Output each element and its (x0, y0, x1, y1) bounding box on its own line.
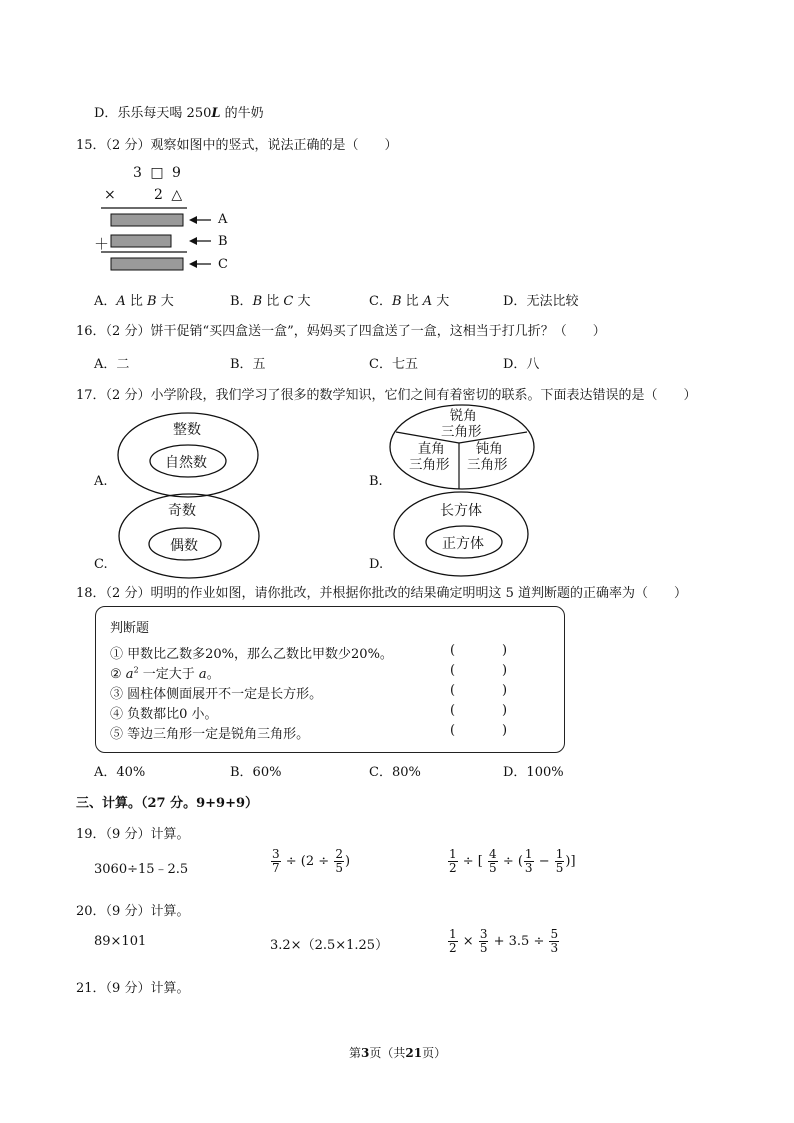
q20-stem: 20．（9 分）计算。 (76, 904, 190, 919)
q15-times-sign: × (104, 187, 116, 203)
q15-row1: 3 □ 9 (133, 165, 183, 181)
q18-answer-close-2: ) (502, 663, 508, 678)
q18-answer-open-1: ( (450, 643, 456, 658)
q17-a-outer-label: 整数 (173, 422, 201, 438)
q18-stem: 18．（2 分）明明的作业如图，请你批改，并根据你批改的结果确定明明这 5 道判断题的正确率为（ ） (76, 586, 687, 601)
q18-answer-open-5: ( (450, 723, 456, 738)
q15-row2: 2 △ (154, 187, 185, 203)
q15-plus-sign: ＋ (94, 235, 110, 253)
q15-label-a: A (218, 212, 228, 227)
q18-item-1: ① 甲数比乙数多20%，那么乙数比甲数少20%。 (110, 647, 393, 662)
q18-box-title: 判断题 (110, 621, 150, 636)
q18-option-b: B．60% (230, 765, 282, 780)
q18-answer-close-3: ) (502, 683, 508, 698)
q16-option-d: D．八 (503, 357, 540, 372)
q15-option-a: A．A 比 B 大 (94, 294, 174, 309)
q18-answer-close-1: ) (502, 643, 508, 658)
q18-answer-open-4: ( (450, 703, 456, 718)
q18-item-4: ④ 负数都比0 小。 (110, 707, 218, 722)
q17-c-inner-label: 偶数 (170, 538, 198, 554)
q19-expr-3: $\frac{1}{2}$ ÷ [ $\frac{4}{5}$ ÷ ( $\frac{1}{3}$ − $\frac{1}{5}$ )] (449, 847, 576, 876)
q17-b-right-label: 钝角 三角形 (467, 441, 508, 473)
section-3-title: 三、计算。（27 分。9+9+9） (76, 796, 259, 811)
q17-stem: 17．（2 分）小学阶段，我们学习了很多的数学知识，它们之间有着密切的联系。下面表达错误的是（ ） (76, 388, 697, 403)
q18-answer-open-2: ( (450, 663, 456, 678)
q18-option-c: C．80% (369, 765, 421, 780)
q19-stem: 19．（9 分）计算。 (76, 827, 190, 842)
q17-option-d-letter: D. (369, 557, 384, 572)
q18-item-5: ⑤ 等边三角形一定是锐角三角形。 (110, 727, 310, 742)
q17-b-left-label: 直角 三角形 (409, 441, 450, 473)
q17-d-outer-label: 长方体 (440, 503, 482, 519)
page-footer: 第3页（共21页） (349, 1046, 447, 1060)
q15-label-c: C (218, 257, 228, 272)
q14-option-d: D．乐乐每天喝 250L 的牛奶 (94, 106, 264, 121)
q18-answer-open-3: ( (450, 683, 456, 698)
q21-stem: 21．（9 分）计算。 (76, 981, 190, 996)
q17-a-inner-label: 自然数 (165, 455, 207, 471)
q17-option-a-letter: A. (94, 474, 108, 489)
q17-option-b-letter: B. (369, 474, 383, 489)
q16-option-c: C．七五 (369, 357, 418, 372)
q18-item-2: ② $a^2$ 一定大于 a。 (110, 665, 220, 682)
q15-option-d: D．无法比较 (503, 294, 579, 309)
q16-option-a: A．二 (94, 357, 130, 372)
q15-label-b: B (218, 234, 228, 249)
q17-b-top-label: 锐角 三角形 (441, 408, 482, 440)
q20-expr-3: $\frac{1}{2}$ × $\frac{3}{5}$ + 3.5 ÷ $\frac{5}{3}$ (449, 927, 559, 956)
q18-answer-close-5: ) (502, 723, 508, 738)
q16-stem: 16．（2 分）饼干促销“买四盒送一盒”，妈妈买了四盒送了一盒，这相当于打几折？（ ） (76, 324, 606, 339)
q19-expr-1: 3060÷15﹣2.5 (94, 862, 189, 877)
q17-c-outer-label: 奇数 (168, 503, 196, 519)
q19-expr-2: $\frac{3}{7}$ ÷ (2 ÷ $\frac{2}{5}$ ) (272, 847, 351, 876)
q20-expr-2: 3.2×（2.5×1.25） (270, 938, 389, 953)
q18-homework-box (95, 606, 565, 753)
q15-stem: 15．（2 分）观察如图中的竖式，说法正确的是（ ） (76, 138, 398, 153)
q18-answer-close-4: ) (502, 703, 508, 718)
q15-option-b: B．B 比 C 大 (230, 294, 311, 309)
q17-option-c-letter: C. (94, 557, 108, 572)
q17-d-inner-label: 正方体 (442, 536, 484, 552)
q18-item-3: ③ 圆柱体侧面展开不一定是长方形。 (110, 687, 323, 702)
q18-option-a: A．40% (94, 765, 146, 780)
q15-option-c: C．B 比 A 大 (369, 294, 450, 309)
q16-option-b: B．五 (230, 357, 266, 372)
q18-option-d: D．100% (503, 765, 564, 780)
q20-expr-1: 89×101 (94, 934, 147, 949)
